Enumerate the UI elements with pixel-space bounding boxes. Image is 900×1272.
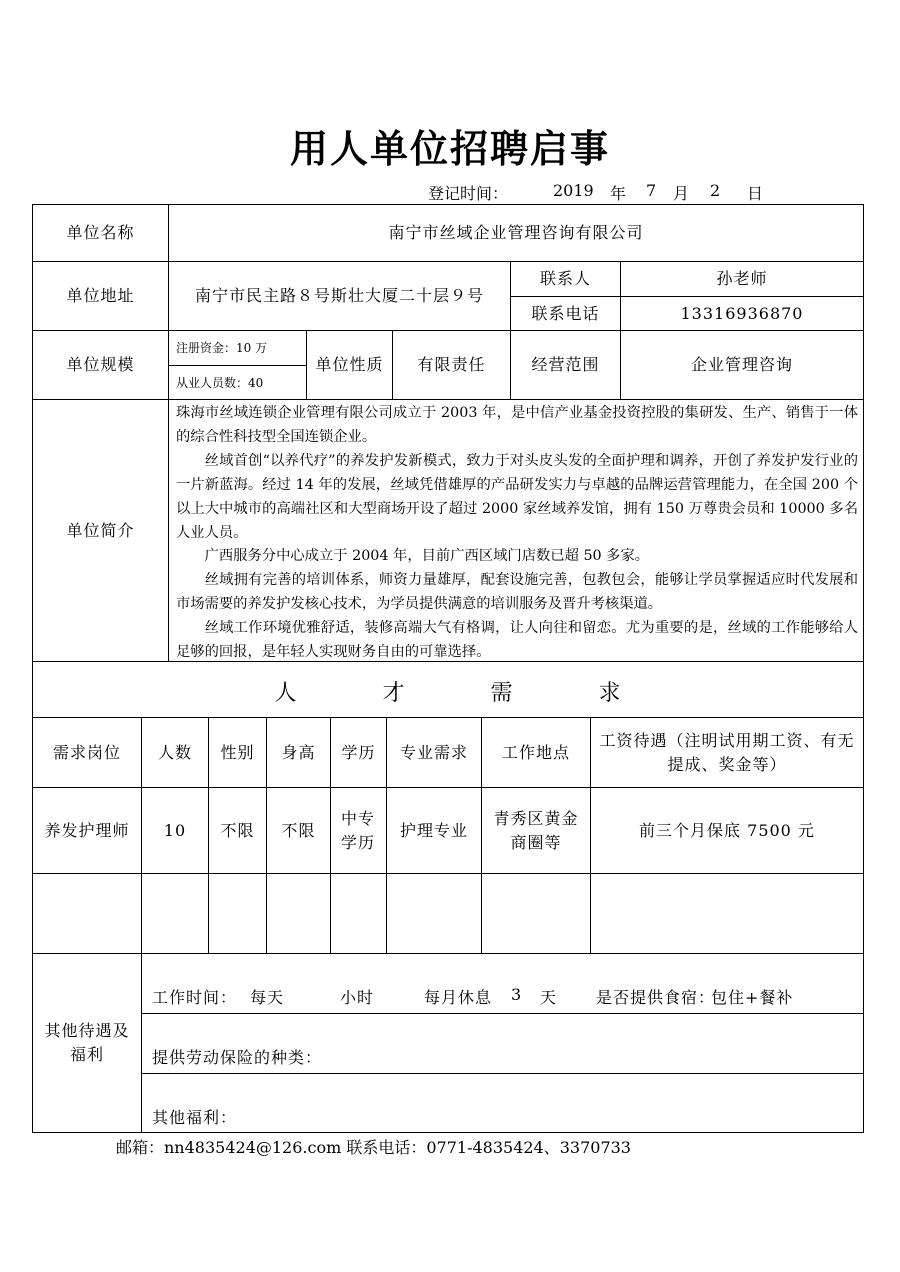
registration-label: 登记时间： [428, 184, 509, 203]
unit-nature: 有限责任 [417, 355, 486, 374]
registration-year-unit: 年 [610, 184, 627, 203]
col-header-gender: 性别 [220, 742, 255, 762]
unit-intro [176, 402, 858, 665]
job-major: 护理专业 [399, 820, 468, 840]
unit-name-label: 单位名称 [66, 223, 135, 242]
insurance-label: 提供劳动保险的种类： [152, 1048, 323, 1067]
talent-demand-heading [32, 665, 863, 717]
job-location: 青秀区黄金商圈等 [493, 808, 579, 852]
work-time-hours-unit: 小时 [340, 988, 375, 1007]
other-benefits-label: 其他福利： [152, 1108, 238, 1127]
job-count: 10 [163, 820, 187, 840]
benefits-label: 其他待遇及福利 [44, 1021, 130, 1064]
heading-char: 人 [274, 680, 297, 706]
job-position: 养发护理师 [44, 820, 130, 840]
work-time-daily: 每天 [250, 988, 285, 1007]
unit-name: 南宁市丝域企业管理咨询有限公司 [388, 223, 644, 242]
page-title: 用人单位招聘启事 [289, 127, 610, 171]
phone-number: 13316936870 [680, 303, 804, 323]
intro-paragraph: 丝域工作环境优雅舒适，装修高端大气有格调，让人向往和留恋。尤为重要的是，丝域的工作能够给人足够的回报，是年轻人实现财务自由的可靠选择。 [176, 620, 858, 661]
registration-year: 2019 [553, 181, 594, 200]
col-header-count: 人数 [157, 742, 192, 762]
unit-address: 南宁市民主路８号斯壮大厦二十层９号 [194, 286, 484, 305]
intro-paragraph: 珠海市丝域连锁企业管理有限公司成立于 2003 年，是中信产业基金投资控股的集研发、生产、销售于一体的综合性科技型全国连锁企业。 [176, 405, 858, 445]
col-header-education: 学历 [341, 742, 376, 762]
registration-month-unit: 月 [673, 184, 690, 203]
unit-address-label: 单位地址 [66, 286, 135, 305]
job-height: 不限 [281, 820, 316, 840]
col-header-height: 身高 [281, 742, 316, 762]
unit-intro-label: 单位简介 [66, 520, 135, 540]
work-time-label: 工作时间： [152, 988, 238, 1007]
contact-person: 孙老师 [716, 269, 768, 288]
registration-month: 7 [646, 181, 657, 200]
registration-day: 2 [710, 181, 721, 200]
registered-capital: 注册资金：10 万 [176, 341, 268, 355]
heading-char: 需 [490, 680, 513, 706]
monthly-rest-days: 3 [511, 985, 523, 1004]
intro-paragraph: 丝域首创“以养代疗”的养发护发新模式，致力于对头皮头发的全面护理和调养，开创了养发护发行业的一片新蓝海。经过 14 年的发展，丝域凭借雄厚的产品研发实力与卓越的品牌运营管理能力，在全国 200 个以上大中城市的高端社区和大型商场开设了超过 2000 家丝域养发馆，拥有 150 万尊贵会员和 10000 多名人业人员。 [176, 452, 858, 541]
job-education: 中专学历 [340, 808, 375, 852]
staff-count: 从业人员数：40 [176, 375, 264, 390]
intro-paragraph: 丝域拥有完善的培训体系，师资力量雄厚，配套设施完善，包教包会，能够让学员掌握适应时代发展和市场需要的养发护发核心技术，为学员提供满意的培训服务及晋升考核渠道。 [176, 572, 858, 613]
monthly-rest-unit: 天 [540, 988, 558, 1007]
unit-nature-label: 单位性质 [315, 355, 384, 374]
registration-day-unit: 日 [747, 184, 764, 203]
col-header-position: 需求岗位 [52, 742, 121, 762]
col-header-major: 专业需求 [399, 742, 468, 762]
business-scope: 企业管理咨询 [690, 355, 793, 374]
board-lodging-value: 包住+餐补 [711, 988, 794, 1007]
job-gender: 不限 [220, 820, 255, 840]
heading-char: 才 [382, 680, 405, 706]
job-salary: 前三个月保底 7500 元 [639, 820, 815, 840]
footer-contact: 邮箱：nn4835424@126.com 联系电话：0771-4835424、3370733 [116, 1138, 631, 1157]
col-header-location: 工作地点 [501, 742, 570, 762]
monthly-rest-label: 每月休息 [424, 988, 493, 1007]
phone-label: 联系电话 [531, 303, 600, 323]
unit-scale-label: 单位规模 [66, 355, 135, 374]
business-scope-label: 经营范围 [531, 355, 600, 374]
col-header-salary: 工资待遇（注明试用期工资、有无提成、奖金等） [599, 730, 855, 774]
heading-char: 求 [598, 680, 621, 706]
intro-paragraph: 广西服务分中心成立于 2004 年，目前广西区域门店数已超 50 多家。 [204, 548, 650, 565]
contact-label: 联系人 [539, 269, 591, 288]
board-lodging-label: 是否提供食宿： [596, 988, 716, 1007]
